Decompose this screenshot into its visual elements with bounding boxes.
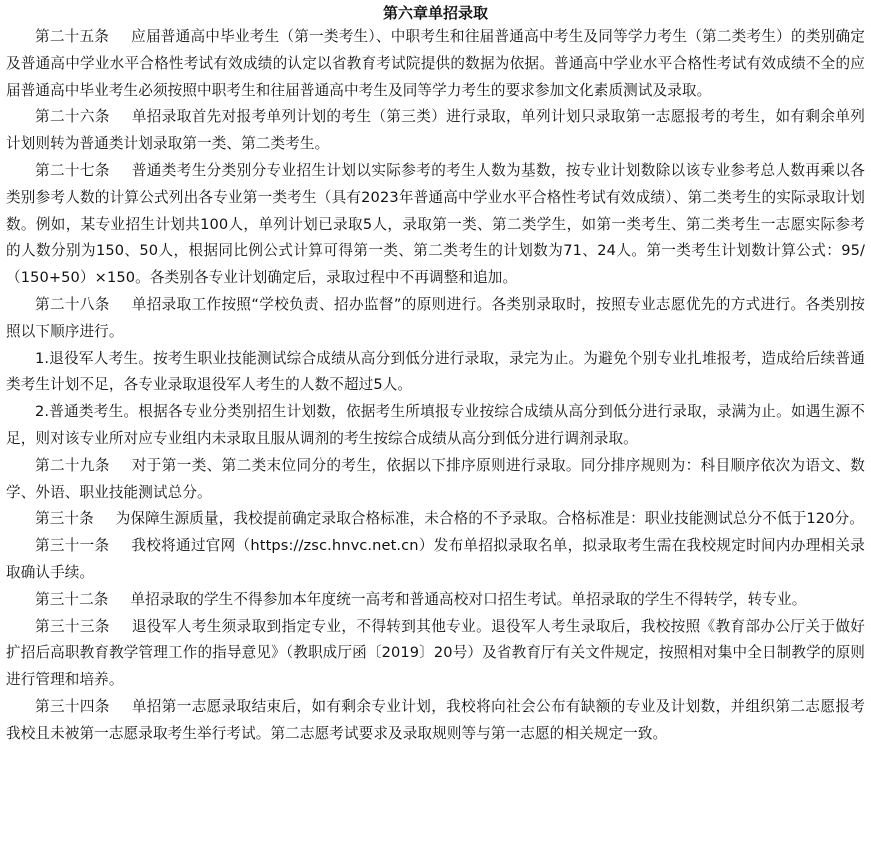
article-text: 单招第一志愿录取结束后，如有剩余专业计划，我校将向社会公布有缺额的专业及计划数，并组织第二志愿报考我校且未被第一志愿录取考生举行考试。第二志愿考试要求及录取规则等与第一志愿的相关规定一致。 [6,697,865,742]
article-text: 对于第一类、第二类末位同分的考生，依据以下排序原则进行录取。同分排序规则为：科目顺序依次为语文、数学、外语、职业技能测试总分。 [6,456,865,501]
article-31 [6,533,865,587]
article-number: 第三十三条 [35,617,110,635]
article-number: 第三十条 [35,510,94,528]
article-number: 第二十五条 [35,28,110,45]
article-text: 单招录取首先对报考单列计划的考生（第三类）进行录取，单列计划只录取第一志愿报考的考生，如有剩余单列计划则转为普通类计划录取第一类、第二类考生。 [6,108,865,153]
article-34 [6,694,865,748]
article-text: 1.退役军人考生。按考生职业技能测试综合成绩从高分到低分进行录取，录完为止。为避免个别专业扎堆报考，造成给后续普通类考生计划不足，各专业录取退役军人考生的人数不超过5人。 [6,349,865,394]
article-30 [6,506,865,533]
article-number: 第二十八条 [35,295,110,313]
chapter-title: 第六章单招录取 [382,4,488,22]
article-28-item-1 [6,346,865,400]
article-28-item-2 [6,399,865,453]
article-number: 第二十七条 [35,161,110,179]
article-28 [6,292,865,346]
article-text: 为保障生源质量，我校提前确定录取合格标准，未合格的不予录取。合格标准是：职业技能测试总分不低于120分。 [115,510,864,528]
article-33 [6,614,865,694]
article-25 [6,24,865,104]
article-text: 2.普通类考生。根据各专业分类别招生计划数，依据考生所填报专业按综合成绩从高分到低分进行录取，录满为止。如遇生源不足，则对该专业所对应专业组内未录取且服从调剂的考生按综合成绩从高分到低分进行调剂录取。 [6,403,865,447]
article-number: 第二十六条 [35,108,110,126]
article-29 [6,453,865,507]
article-text: 单招录取工作按照“学校负责、招办监督”的原则进行。各类别录取时，按照专业志愿优先的方式进行。各类别按照以下顺序进行。 [6,295,865,340]
article-text: 单招录取的学生不得参加本年度统一高考和普通高校对口招生考试。单招录取的学生不得转学，转专业。 [130,590,807,608]
article-32 [6,587,865,614]
article-26 [6,104,865,158]
article-number: 第三十四条 [35,697,110,715]
article-text: 应届普通高中毕业考生（第一类考生）、中职考生和往届普通高中考生及同等学力考生（第二类考生）的类别确定及普通高中学业水平合格性考试有效成绩的认定以省教育考试院提供的数据为依据。普通高中学业水平合格性考试有效成绩不全的应届普通高中毕业考生必须按照中职考生和往届普通高中考生及同等学力考生的要求参加文化素质测试及录取。 [6,28,865,99]
article-text: 退役军人考生须录取到指定专业，不得转到其他专业。退役军人考生录取后，我校按照《教育部办公厅关于做好扩招后高职教育教学管理工作的指导意见》（教职成厅函〔2019〕20号）及省教育厅有关文件规定，按照相对集中全日制教学的原则进行管理和培养。 [6,617,865,689]
article-text: 普通类考生分类别分专业招生计划以实际参考的考生人数为基数，按专业计划数除以该专业参考总人数再乘以各类别参考人数的计算公式列出各专业第一类考生（具有2023年普通高中学业水平合格性考试有效成绩）、第二类考生的实际录取计划数。例如，某专业招生计划共100人，单列计划已录取5人，录取第一类、第二类学生，如第一类考生、第二类考生一志愿实际参考的人数分别为150、50人，根据同比例公式计算可得第一类、第二类考生的计划数为71、24人。第一类考生计划数计算公式：95/（150+50）×150。各类别各专业计划确定后，录取过程中不再调整和追加。 [6,161,865,287]
article-number: 第三十一条 [35,537,110,555]
article-number: 第二十九条 [35,456,110,474]
article-text: 我校将通过官网（https://zsc.hnvc.net.cn）发布单招拟录取名单，拟录取考生需在我校规定时间内办理相关录取确认手续。 [6,537,865,581]
article-number: 第三十二条 [35,590,109,608]
article-27 [6,158,865,292]
